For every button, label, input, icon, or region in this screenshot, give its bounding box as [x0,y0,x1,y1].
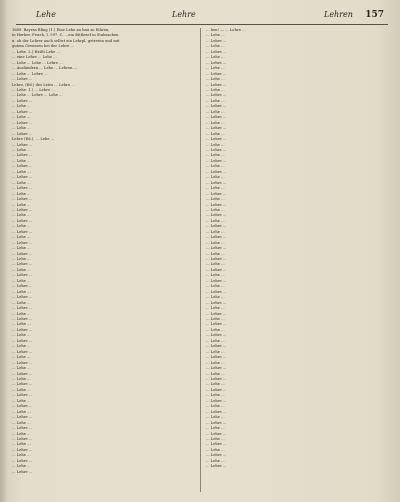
text-line: ... Lehre ... [206,311,227,316]
text-line: ... Lehe ... [206,240,225,245]
text-line: ... Lehre ... [12,447,33,452]
text-line: ... Lehre ... [12,469,33,474]
text-line: ... Lehre ... [12,240,33,245]
text-line: ... Lehe ... Lehre ... [12,71,48,76]
text-line: ... Lehre ... [206,366,227,371]
text-line: ... Lehre ... [206,180,227,185]
text-line: ... Lehre ... [206,355,227,360]
text-line: ... eine Lehre ... Lehe ... [12,55,57,60]
text-line: ... Lehre ... [206,60,227,65]
text-line: ... Lehe. 1.) ... Lehre ... [12,87,55,92]
page-number: 157 [365,10,384,20]
text-line: ... Lehre ... [206,71,227,76]
text-line: ... Lehe ... [12,224,31,229]
text-line: ... Lehe ... [206,404,225,409]
text-line: ... Lehe ... [12,431,31,436]
text-line: ... Lehe ... [206,175,225,180]
text-line: ... Lehre ... [206,442,227,447]
text-line: ... Lehe ... [12,267,31,272]
text-line: ... Lehre ... [206,409,227,414]
text-line: ... Lehre ... [12,382,33,387]
text-line: ... Lehre ... [206,453,227,458]
text-line: ... Lehre ... [206,169,227,174]
text-line: ... Lehre ... [206,278,227,283]
text-line: ... Lehre ... [206,344,227,349]
text-line: ... Lehe ... [12,377,31,381]
text-line: ... Lehe ... [12,333,31,338]
text-line: ... Lehre ... [206,289,227,294]
text-line: ... Lehe ... [12,126,31,131]
text-line: ... Lehre ... [12,229,33,234]
text-line: ... Lehre ... [206,333,227,338]
text-line: ... Lehre ... [12,284,33,289]
text-line: ... Lehre ... [206,93,227,98]
text-line: ... Lehe ... Lehre ... Lehe ... [12,93,63,98]
text-line: ... Lehre ... [12,436,33,441]
text-line: in Herber. Frisch, I. 597. C. ...ein Bittbrief in Stabsachen [12,33,119,38]
text-line: ... Lehe ... [206,131,225,136]
text-line: ... Lehe ... [206,186,225,191]
text-line: ... Lehe ... [12,158,31,163]
text-line: ... Lehre ... [12,77,33,82]
text-line: ... Lehe ... [206,284,225,289]
text-line: ... Lehre ... [206,377,227,381]
text-line: ... Lehe ... [206,164,225,169]
text-line: ... Lehre ... [12,175,33,180]
text-line: ... Lehe ... [12,344,31,349]
text-line: Lehre (Ed.), ... Lehe ... [12,137,55,142]
text-line: Lehre, (Ed.) des Leies ... Lehre ... [12,82,75,87]
header-center-word: Lehre [172,10,196,19]
text-line: ... Lehre ... [206,257,227,262]
text-line: u. ob der Lehrer auch selbst ein Lehrpl. getreten und mit [12,38,120,43]
text-line: ... Lehe. 2.) Heißt Lehe ... [12,49,61,54]
text-line: ... Lehe ... [206,295,225,300]
text-line: ... Lehre ... [12,131,33,136]
text-line: ... Lehre ... [206,387,227,392]
text-line: ... Lehe ... [206,317,225,322]
text-line: ... Lehe ... [12,202,31,207]
text-line: ... Lehe ... [12,387,31,392]
text-line: ... Lehe ... [12,147,31,152]
text-line: ... Lehe ... [12,409,31,414]
text-line: ... Lehre ... [12,251,33,256]
text-line: ... Lehe ... [206,153,225,158]
text-line: ... Lehre ... [206,420,227,425]
text-line: ... Lehre ... [206,246,227,251]
text-line: ... Lehre ... [206,431,227,436]
text-line: ... Lehe ... [206,120,225,125]
running-header [14,10,390,24]
text-line: ... Lehe ... [12,420,31,425]
text-line: ... Lehe ... [206,262,225,267]
text-line: ... Lehe ... [206,327,225,332]
text-line: ... Lehe ... [206,447,225,452]
text-line: ... Lehe ... [206,306,225,311]
text-line: ... Lehre ... [12,262,33,267]
text-line: ... Lehe ... [206,55,225,60]
text-line: ... Lehe ... [206,338,225,343]
text-line: ... Lehe ... [206,218,225,223]
text-line: ... Lehe ... [12,235,31,240]
text-line: ... Lehre ... [12,327,33,332]
text-line: ... Lehre ... [12,317,33,322]
text-line: ... Lehre ... [12,153,33,158]
text-line: ... Lehe ... [206,109,225,114]
text-line: ... Lehre ... [206,224,227,229]
text-line: ... Lehe ... Lehe ... Lehre ... [12,60,63,65]
text-line: ... Lehre ... [206,158,227,163]
text-line: ... Lehe ... [12,366,31,371]
text-line: ... Lehre ... [12,404,33,409]
text-column-left [12,28,196,494]
text-line: ... Lehre ... [206,147,227,152]
text-line: ... Lehre ... [206,49,227,54]
text-line: ... Lehe ... [206,66,225,71]
text-line: ... Lehe ... [12,453,31,458]
text-line: ... Lehre ... [12,109,33,114]
text-line: ... Lehe ... [12,398,31,403]
text-line: 1689. Bayrns Bfiag (1.) Eine Lehe an bau zu führen, [12,28,110,32]
text-line: ... Lehre ... [12,197,33,202]
text-line: ... Lehe ... [206,382,225,387]
text-line: ... Lehre ... [12,186,33,191]
text-line: ... Lehe ... [206,44,225,49]
text-line: ... Lehre ... [206,82,227,87]
text-line: ... ben! — ... Lehre ... [206,28,246,32]
text-line: ... Lehe ... [12,180,31,185]
text-line: ... Lehe ... [206,458,225,463]
text-line: ... Lehre ... [206,464,227,469]
text-line: ... Lehe ... [12,289,31,294]
text-line: ... Lehre ... [12,338,33,343]
text-line: ... Lehre ... [12,349,33,354]
header-rule [16,24,388,25]
text-column-right [206,28,390,494]
text-line: ... Lehe ... [12,104,31,109]
text-line: ... Lehe ... [206,98,225,103]
text-line: ... Lehre ... [206,322,227,327]
text-line: ... Lehre ... [12,273,33,278]
text-line: ... Lehe ... [206,426,225,431]
text-line: ... Lehe ... [206,360,225,365]
text-line: ... Lehre ... [206,137,227,142]
text-line: ... Lehe ... [12,213,31,218]
text-line: ... Lehre ... [206,300,227,305]
text-line: ... Lehre ... [206,104,227,109]
text-line: ... Lehe ... [206,77,225,82]
text-line: ... Lehre ... [12,393,33,398]
text-line: ... Lehe ... [206,436,225,441]
text-line: ... Lehre ... [12,98,33,103]
text-line: ... Lehre ... [12,120,33,125]
text-line: ... Lehe ... [206,207,225,212]
text-line: ... Lehre ... [206,126,227,131]
text-line: ... Lehe ... [206,87,225,92]
text-line: ... Lehe ... [206,33,225,38]
text-line: ... Lehe ... [12,169,31,174]
text-line: ... Lehre ... [206,213,227,218]
text-line: ... Lehre ... [12,295,33,300]
text-line: ... Lehe ... [12,246,31,251]
text-line: ... Lehe ... [12,300,31,305]
text-line: ... Lehe ... [206,273,225,278]
text-line: ... Lehe ... [206,142,225,147]
text-line: ... Lehre ... [12,458,33,463]
text-line: ... Lehe ... [206,415,225,420]
text-line: ... Lehre ... [12,306,33,311]
text-line: ... Lehre ... [12,218,33,223]
text-line: ... Lehre ... [206,115,227,120]
text-line: ... Lehe ... [206,229,225,234]
text-line: ... Lehe ... [12,464,31,469]
header-right-word: Lehren [324,10,353,19]
text-line: ... Lehe ... [206,371,225,376]
text-line: ... Lehre ... [206,38,227,43]
text-line: ... Lehe ... [12,311,31,316]
text-line: ... Lehe ... [12,191,31,196]
text-line: ... Lehre ... [206,398,227,403]
text-line: ... Lehe ... [12,355,31,360]
text-line: ... Lehre ... [12,207,33,212]
text-line: ... Lehe ... [12,322,31,327]
column-divider [200,28,201,492]
text-line: ... Lehe ... [206,197,225,202]
text-line: ... Lehre ... [12,164,33,169]
text-line: ... Lehe ... [12,257,31,262]
text-line: ... Lehre ... [12,142,33,147]
text-line: ... Lehe ... [206,393,225,398]
text-line: ... Lehe ... [12,442,31,447]
text-line: ... Lehre ... [12,415,33,420]
text-line: ... Lehre ... [206,235,227,240]
text-line: ... Lehe ... [12,115,31,120]
text-line: ... Lehe ... [206,349,225,354]
text-line: ... Ausländern ... Lehe ... Lehren ... [12,66,78,71]
text-line: gutem Gewissen bei der Lehre ... [12,44,75,49]
header-left-word: Lehe [36,10,56,19]
text-line: ... Lehre ... [12,360,33,365]
text-line: ... Lehre ... [12,426,33,431]
text-line: ... Lehe ... [206,251,225,256]
text-line: ... Lehre ... [12,371,33,376]
text-line: ... Lehre ... [206,267,227,272]
page-fold-shadow [0,0,8,502]
text-line: ... Lehre ... [206,191,227,196]
text-line: ... Lehre ... [206,202,227,207]
text-line: ... Lehe ... [12,278,31,283]
